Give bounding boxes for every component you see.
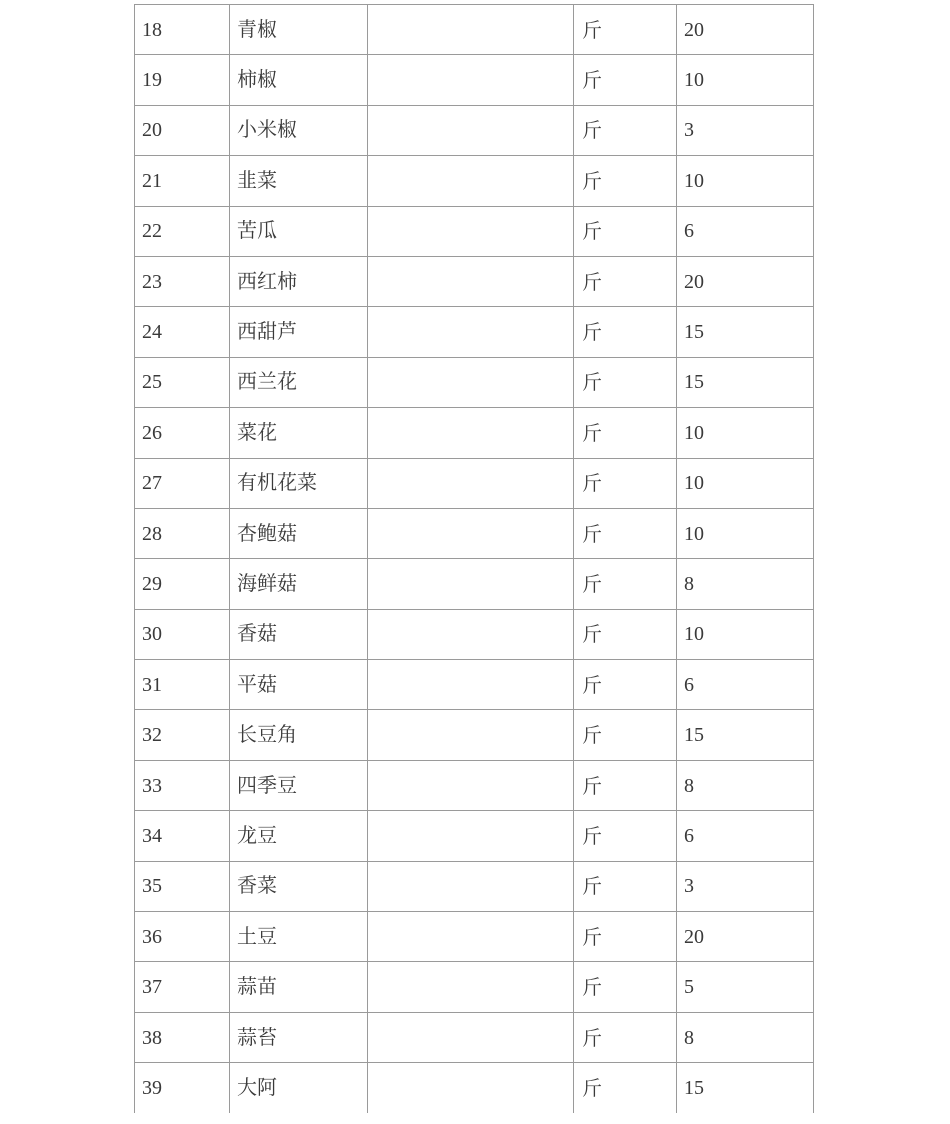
unit-cell — [574, 408, 677, 458]
item-name-cell: 蒜苗 — [230, 962, 368, 1012]
spec-cell — [368, 1012, 574, 1062]
item-name-cell: 有机花菜 — [230, 458, 368, 508]
quantity-cell: 15 — [677, 357, 814, 407]
quantity-cell: 20 — [677, 5, 814, 55]
spec-cell — [368, 5, 574, 55]
quantity-cell: 10 — [677, 609, 814, 659]
row-number-cell: 29 — [135, 559, 230, 609]
quantity-cell: 8 — [677, 760, 814, 810]
item-name-cell: 杏鲍菇 — [230, 508, 368, 558]
table-row — [135, 256, 814, 306]
row-number-cell: 31 — [135, 660, 230, 710]
item-name-cell: 长豆角 — [230, 710, 368, 760]
unit-cell — [574, 357, 677, 407]
item-name-cell: 龙豆 — [230, 811, 368, 861]
unit-cell — [574, 760, 677, 810]
unit-text: 斤 — [582, 825, 602, 848]
table-row — [135, 307, 814, 357]
table-row — [135, 156, 814, 206]
unit-cell — [574, 256, 677, 306]
row-number-cell: 33 — [135, 760, 230, 810]
unit-cell — [574, 710, 677, 760]
unit-text: 斤 — [582, 1027, 602, 1050]
unit-cell — [574, 559, 677, 609]
item-name-cell: 海鲜菇 — [230, 559, 368, 609]
unit-text: 斤 — [582, 322, 602, 345]
spec-cell — [368, 609, 574, 659]
spec-cell — [368, 912, 574, 962]
unit-cell — [574, 458, 677, 508]
quantity-cell: 20 — [677, 256, 814, 306]
table-row — [135, 408, 814, 458]
unit-text: 斤 — [582, 271, 602, 294]
quantity-cell: 15 — [677, 1063, 814, 1113]
item-name-cell: 菜花 — [230, 408, 368, 458]
row-number-cell: 26 — [135, 408, 230, 458]
table-row — [135, 811, 814, 861]
spec-cell — [368, 156, 574, 206]
unit-cell — [574, 1012, 677, 1062]
item-name-cell: 香菇 — [230, 609, 368, 659]
spec-cell — [368, 55, 574, 105]
item-name-cell: 平菇 — [230, 660, 368, 710]
item-name-cell: 西红柿 — [230, 256, 368, 306]
unit-text: 斤 — [582, 876, 602, 899]
unit-text: 斤 — [582, 19, 602, 42]
quantity-cell: 3 — [677, 105, 814, 155]
row-number-cell: 20 — [135, 105, 230, 155]
row-number-cell: 27 — [135, 458, 230, 508]
quantity-cell: 8 — [677, 559, 814, 609]
unit-cell — [574, 5, 677, 55]
unit-cell — [574, 508, 677, 558]
spec-cell — [368, 559, 574, 609]
item-name-cell: 柿椒 — [230, 55, 368, 105]
quantity-cell: 10 — [677, 156, 814, 206]
quantity-cell: 6 — [677, 206, 814, 256]
unit-text: 斤 — [582, 473, 602, 496]
spec-cell — [368, 811, 574, 861]
unit-text: 斤 — [582, 624, 602, 647]
document-page — [134, 4, 814, 1113]
spec-cell — [368, 1063, 574, 1113]
quantity-cell: 10 — [677, 458, 814, 508]
table-row — [135, 710, 814, 760]
row-number-cell: 28 — [135, 508, 230, 558]
unit-cell — [574, 105, 677, 155]
unit-text: 斤 — [582, 674, 602, 697]
unit-cell — [574, 861, 677, 911]
table-row — [135, 760, 814, 810]
spec-cell — [368, 206, 574, 256]
unit-cell — [574, 660, 677, 710]
quantity-cell: 5 — [677, 962, 814, 1012]
table-row — [135, 206, 814, 256]
quantity-cell: 3 — [677, 861, 814, 911]
vegetable-order-table — [134, 4, 814, 1113]
row-number-cell: 36 — [135, 912, 230, 962]
quantity-cell: 10 — [677, 408, 814, 458]
unit-text: 斤 — [582, 221, 602, 244]
spec-cell — [368, 660, 574, 710]
spec-cell — [368, 962, 574, 1012]
table-body — [135, 5, 814, 1113]
spec-cell — [368, 256, 574, 306]
table-row — [135, 912, 814, 962]
unit-text: 斤 — [582, 523, 602, 546]
spec-cell — [368, 760, 574, 810]
quantity-cell: 10 — [677, 508, 814, 558]
spec-cell — [368, 357, 574, 407]
unit-text: 斤 — [582, 926, 602, 949]
item-name-cell: 青椒 — [230, 5, 368, 55]
quantity-cell: 20 — [677, 912, 814, 962]
quantity-cell: 6 — [677, 811, 814, 861]
item-name-cell: 韭菜 — [230, 156, 368, 206]
unit-cell — [574, 912, 677, 962]
table-row — [135, 660, 814, 710]
item-name-cell: 西甜芦 — [230, 307, 368, 357]
row-number-cell: 32 — [135, 710, 230, 760]
spec-cell — [368, 408, 574, 458]
row-number-cell: 30 — [135, 609, 230, 659]
table-row — [135, 55, 814, 105]
unit-text: 斤 — [582, 120, 602, 143]
unit-text: 斤 — [582, 70, 602, 93]
item-name-cell: 小米椒 — [230, 105, 368, 155]
unit-text: 斤 — [582, 573, 602, 596]
table-row — [135, 962, 814, 1012]
table-row — [135, 861, 814, 911]
unit-cell — [574, 206, 677, 256]
item-name-cell: 香菜 — [230, 861, 368, 911]
unit-cell — [574, 962, 677, 1012]
quantity-cell: 8 — [677, 1012, 814, 1062]
table-row — [135, 559, 814, 609]
row-number-cell: 34 — [135, 811, 230, 861]
unit-cell — [574, 811, 677, 861]
table-row — [135, 5, 814, 55]
unit-text: 斤 — [582, 1077, 602, 1100]
table-row — [135, 1012, 814, 1062]
row-number-cell: 35 — [135, 861, 230, 911]
unit-text: 斤 — [582, 372, 602, 395]
unit-cell — [574, 1063, 677, 1113]
quantity-cell: 10 — [677, 55, 814, 105]
item-name-cell: 蒜苔 — [230, 1012, 368, 1062]
item-name-cell: 大阿 — [230, 1063, 368, 1113]
row-number-cell: 22 — [135, 206, 230, 256]
row-number-cell: 23 — [135, 256, 230, 306]
spec-cell — [368, 105, 574, 155]
quantity-cell: 6 — [677, 660, 814, 710]
spec-cell — [368, 710, 574, 760]
quantity-cell: 15 — [677, 307, 814, 357]
unit-text: 斤 — [582, 170, 602, 193]
unit-text: 斤 — [582, 422, 602, 445]
table-row — [135, 1063, 814, 1113]
row-number-cell: 37 — [135, 962, 230, 1012]
spec-cell — [368, 508, 574, 558]
table-row — [135, 508, 814, 558]
item-name-cell: 西兰花 — [230, 357, 368, 407]
table-row — [135, 105, 814, 155]
unit-cell — [574, 55, 677, 105]
row-number-cell: 19 — [135, 55, 230, 105]
spec-cell — [368, 861, 574, 911]
quantity-cell: 15 — [677, 710, 814, 760]
unit-text: 斤 — [582, 775, 602, 798]
unit-cell — [574, 156, 677, 206]
unit-cell — [574, 307, 677, 357]
unit-cell — [574, 609, 677, 659]
item-name-cell: 苦瓜 — [230, 206, 368, 256]
row-number-cell: 25 — [135, 357, 230, 407]
row-number-cell: 24 — [135, 307, 230, 357]
table-row — [135, 357, 814, 407]
spec-cell — [368, 458, 574, 508]
spec-cell — [368, 307, 574, 357]
unit-text: 斤 — [582, 977, 602, 1000]
item-name-cell: 土豆 — [230, 912, 368, 962]
table-row — [135, 458, 814, 508]
unit-text: 斤 — [582, 725, 602, 748]
item-name-cell: 四季豆 — [230, 760, 368, 810]
row-number-cell: 38 — [135, 1012, 230, 1062]
row-number-cell: 18 — [135, 5, 230, 55]
table-row — [135, 609, 814, 659]
row-number-cell: 39 — [135, 1063, 230, 1113]
row-number-cell: 21 — [135, 156, 230, 206]
